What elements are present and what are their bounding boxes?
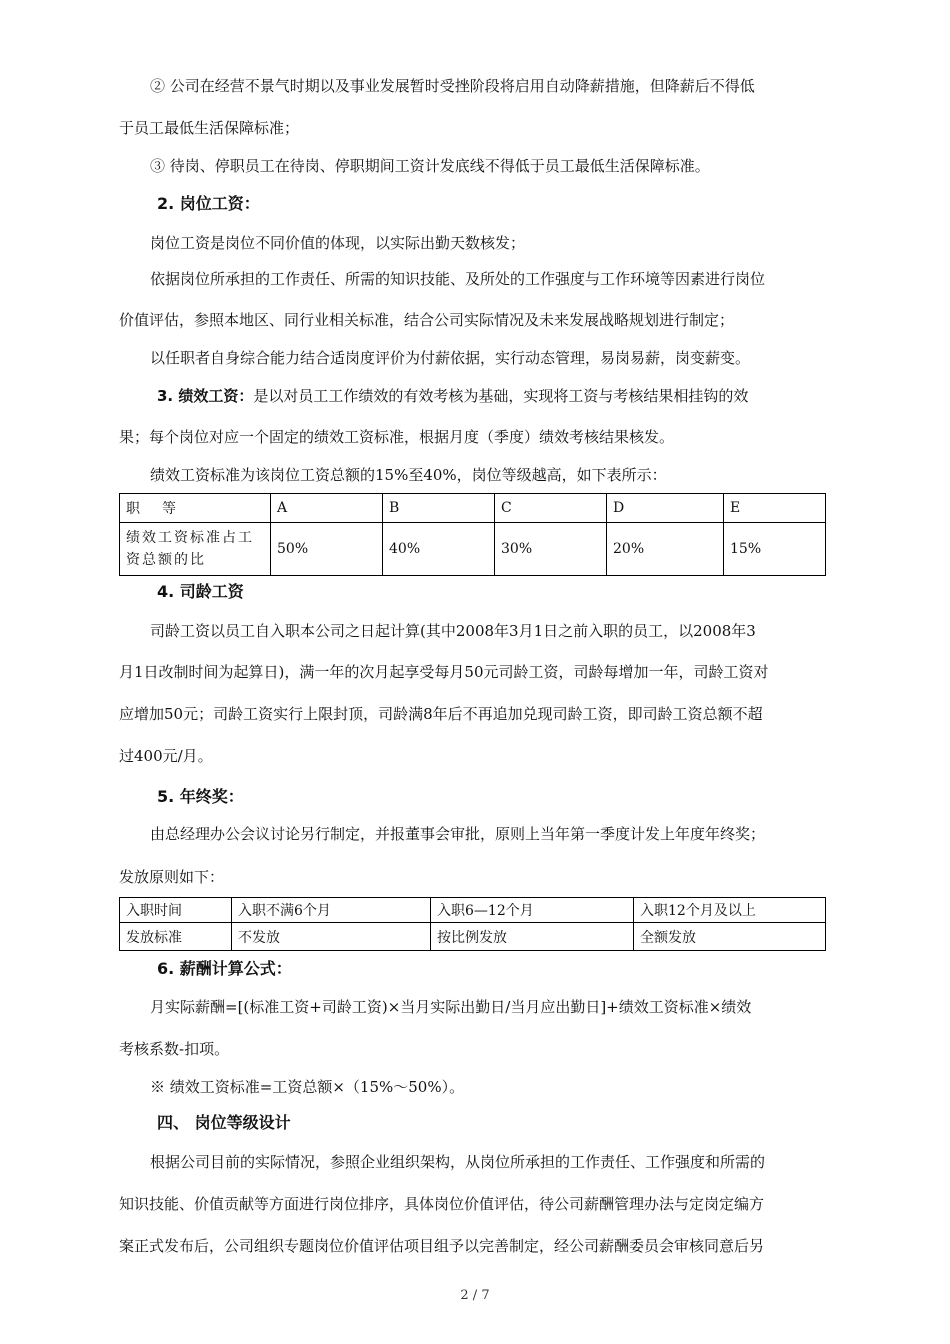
item-2-line-2: 于员工最低生活保障标准； (119, 119, 300, 137)
bonus-line2: 发放原则如下： (119, 868, 225, 886)
bonus-table (119, 897, 826, 951)
item-2-line-1: ② 公司在经营不景气时期以及事业发展暂时受挫阶段将启用自动降薪措施，但降薪后不得低 (150, 77, 755, 95)
table-row (120, 494, 826, 523)
performance-wage-line3: 绩效工资标准为该岗位工资总额的15%至40%，岗位等级越高，如下表所示： (150, 466, 667, 484)
position-wage-p2-line1: 依据岗位所承担的工作责任、所需的知识技能、及所处的工作强度与工作环境等因素进行岗位 (150, 270, 766, 288)
heading-grade-design: 四、 岗位等级设计 (157, 1113, 291, 1132)
ratio-cell: 30% (495, 523, 607, 576)
grade-design-line3: 案正式发布后，公司组织专题岗位价值评估项目组予以完善制定，经公司薪酬委员会审核同意后另 (119, 1237, 765, 1255)
table-row (120, 898, 826, 923)
ratio-cell: 50% (271, 523, 383, 576)
ratio-cell: 20% (607, 523, 724, 576)
grade-cell: B (383, 494, 495, 523)
heading-position-wage: 2. 岗位工资： (157, 194, 260, 213)
position-wage-p1: 岗位工资是岗位不同价值的体现，以实际出勤天数核发； (150, 234, 526, 252)
bonus-line1: 由总经理办公会议讨论另行制定，并报董事会审批，原则上当年第一季度计发上年度年终奖； (150, 825, 766, 843)
formula-line2: 考核系数-扣项。 (119, 1040, 230, 1058)
ratio-header-cell: 绩效工资标准占工资总额的比 (120, 523, 271, 576)
bonus-header-cell: 发放标准 (120, 923, 232, 951)
formula-note: ※ 绩效工资标准=工资总额×（15%～50%）。 (150, 1078, 465, 1096)
ratio-cell: 15% (724, 523, 826, 576)
bonus-header-cell: 入职时间 (120, 898, 232, 923)
heading-annual-bonus: 5. 年终奖： (157, 787, 244, 806)
grade-cell: D (607, 494, 724, 523)
bonus-cell: 入职6—12个月 (431, 898, 634, 923)
grade-cell: C (495, 494, 607, 523)
bonus-cell: 全额发放 (634, 923, 826, 951)
item-3: ③ 待岗、停职员工在待岗、停职期间工资计发底线不得低于员工最低生活保障标准。 (150, 157, 710, 175)
seniority-line4: 过400元/月。 (119, 747, 213, 765)
grade-cell: E (724, 494, 826, 523)
grade-design-line2: 知识技能、价值贡献等方面进行岗位排序，具体岗位价值评估，待公司薪酬管理办法与定岗定编方 (119, 1195, 765, 1213)
heading-seniority-wage: 4. 司龄工资 (157, 582, 244, 601)
grade-cell: A (271, 494, 383, 523)
seniority-line2: 月1日改制时间为起算日)，满一年的次月起享受每月50元司龄工资，司龄每增加一年，司龄工资对 (119, 663, 769, 681)
formula-line1: 月实际薪酬=[(标准工资+司龄工资)×当月实际出勤日/当月应出勤日]+绩效工资标准×绩效 (150, 998, 752, 1016)
performance-wage-line1-text: 是以对员工工作绩效的有效考核为基础，实现将工资与考核结果相挂钩的效 (253, 387, 749, 405)
table-row (120, 923, 826, 951)
ratio-cell: 40% (383, 523, 495, 576)
bonus-cell: 入职不满6个月 (232, 898, 431, 923)
grade-design-line1: 根据公司目前的实际情况，参照企业组织架构，从岗位所承担的工作责任、工作强度和所需的 (150, 1153, 766, 1171)
seniority-line1: 司龄工资以员工自入职本公司之日起计算(其中2008年3月1日之前入职的员工，以2008年3 (150, 622, 756, 640)
grade-header-cell: 职 等 (120, 494, 271, 523)
bonus-cell: 按比例发放 (431, 923, 634, 951)
position-wage-p2-line2: 价值评估，参照本地区、同行业相关标准，结合公司实际情况及未来发展战略规划进行制定； (119, 311, 735, 329)
position-wage-p3: 以任职者自身综合能力结合适岗度评价为付薪依据，实行动态管理，易岗易薪，岗变薪变。 (150, 349, 751, 367)
heading-performance-wage: 3. 绩效工资： (157, 387, 254, 405)
page-number: 2 / 7 (460, 1288, 490, 1303)
table-row (120, 523, 826, 576)
heading-formula: 6. 薪酬计算公式： (157, 959, 292, 978)
performance-wage-line1 (157, 385, 869, 407)
performance-ratio-table (119, 493, 826, 576)
bonus-cell: 入职12个月及以上 (634, 898, 826, 923)
bonus-cell: 不发放 (232, 923, 431, 951)
performance-wage-line2: 果；每个岗位对应一个固定的绩效工资标准，根据月度（季度）绩效考核结果核发。 (119, 428, 675, 446)
seniority-line3: 应增加50元；司龄工资实行上限封顶，司龄满8年后不再追加兑现司龄工资，即司龄工资总额不超 (119, 705, 763, 723)
